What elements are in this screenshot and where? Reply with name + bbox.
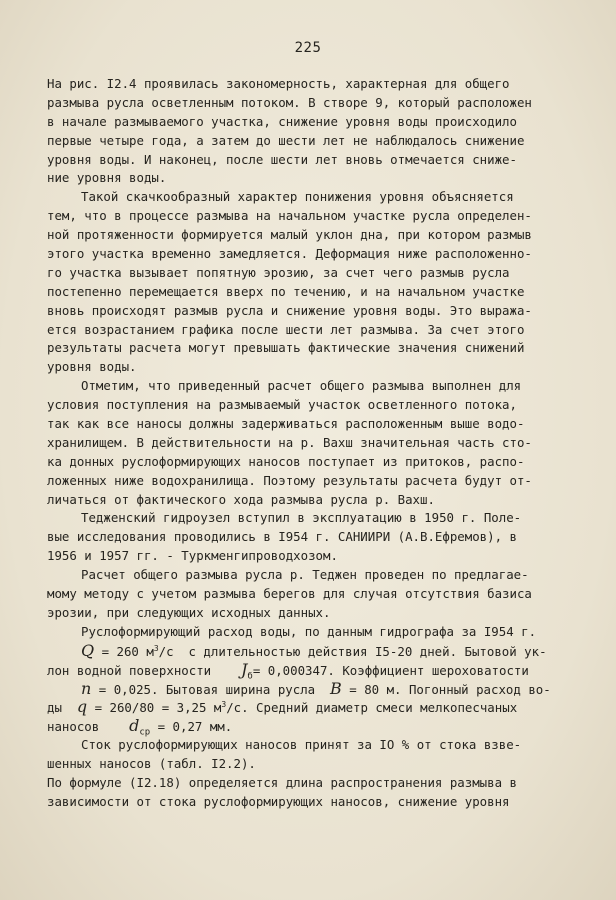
text-line: ды q = 260/80 = 3,25 $м^3/с$. Средний диаметр смеси мелкопесчаных [47,697,518,717]
text-line: n = 0,025. Бытовая ширина русла B = 80 м. Погонный расход во- [81,678,551,698]
text-line: 1956 и 1957 гг. - Туркменгипроводхозом. [47,548,338,564]
text-line: тем, что в процессе размыва на начальном участке русла определен- [47,208,532,224]
symbol-B: B [330,678,342,698]
text-line: результаты расчета могут превышать фактические значения снижений [47,340,525,356]
symbol-q: q [76,697,88,717]
text-line: лон водной поверхности $J_б= 0,000347$. Коэффициент шероховатости [47,659,529,682]
text-line: этого участка временно замедляется. Деформация ниже расположенно- [47,246,532,262]
text-line: ной протяженности формируется малый уклон дна, при котором размыв [47,227,532,243]
text-line: зависимости от стока руслоформирующих наносов, снижение уровня [47,793,510,809]
text-line: Теджeнский гидроузел вступил в эксплуатацию в 1950 г. Поле- [81,510,522,526]
page-number: 225 [294,40,322,56]
text-line: Сток руслоформирующих наносов принят за IO % от стока взве- [81,737,522,753]
text-line: го участка вызывает попятную эрозию, за счет чего размыв русла [47,264,510,280]
text-line: так как все наносы должны задерживаться расположенным выше водо- [47,416,525,432]
text-line: ложенных ниже водохранилища. Поэтому результаты расчета будут от- [47,472,532,488]
symbol-J: J [240,659,248,679]
text-line: По формуле (I2.18) определяется длина распространения размыва в [47,774,517,790]
text-line: Отметим, что приведенный расчет общего размыва выполнен для [81,378,522,394]
text-line: в начале размываемого участка, снижение уровня воды происходило [47,113,517,129]
text-line: Расчет общего размыва русла р. Теджен проведен по предлагае- [81,567,529,583]
text-line: вые исследования проводились в I954 г. САНИИРИ (А.В.Ефремов), в [47,529,517,545]
text-line: хранилищем. В действительности на р. Вахш значительная часть сто- [47,434,532,450]
text-line: шенных наносов (табл. I2.2). [47,756,256,772]
text-line: личаться от фактического хода размыва русла р. Вахш. [47,491,435,507]
text-line: наносов $d_{ср} = 0,27$ мм. [47,716,233,738]
text-line: уровня воды. И наконец, после шести лет вновь отмечается сниже- [47,151,517,167]
text-line: Такой скачкообразный характер понижения уровня объясняется [81,189,514,205]
text-line: ка донных руслоформирующих наносов поступает из притоков, распо- [47,453,525,469]
text-line: Q = 260 $м^3/с$ с длительностью действия I5-20 дней. Бытовой ук- [81,640,547,660]
text-line: постепенно перемещается вверх по течению, и на начальном участке [47,283,525,299]
text-line: мому методу с учетом размыва берегов для случая отсутствия базиса [47,586,532,602]
text-line: На рис. I2.4 проявилась закономерность, характерная для общего [47,76,510,91]
text-line: ется возрастанием графика после шести лет размыва. За счет этого [47,321,525,337]
symbol-d: d [129,716,140,736]
text-line: уровня воды. [47,359,137,375]
symbol-Q: Q [81,640,95,660]
text-line: вновь происходят размыв русла и снижение уровня воды. Это выража- [47,302,532,318]
text-line: Руслоформирующий расход воды, по данным гидрографа за I954 г. [81,623,537,639]
text-line: первые четыре года, а затем до шести лет не наблюдалось снижение [47,132,525,148]
text-line: размыва русла осветленным потоком. В створе 9, который расположен [47,94,532,110]
symbol-n: n [81,678,92,698]
body-text [47,75,592,812]
text-line: эрозии, при следующих исходных данных. [47,604,331,620]
text-line: условия поступления на размываемый участок осветленного потока, [47,397,517,413]
text-line: ние уровня воды. [47,170,167,186]
